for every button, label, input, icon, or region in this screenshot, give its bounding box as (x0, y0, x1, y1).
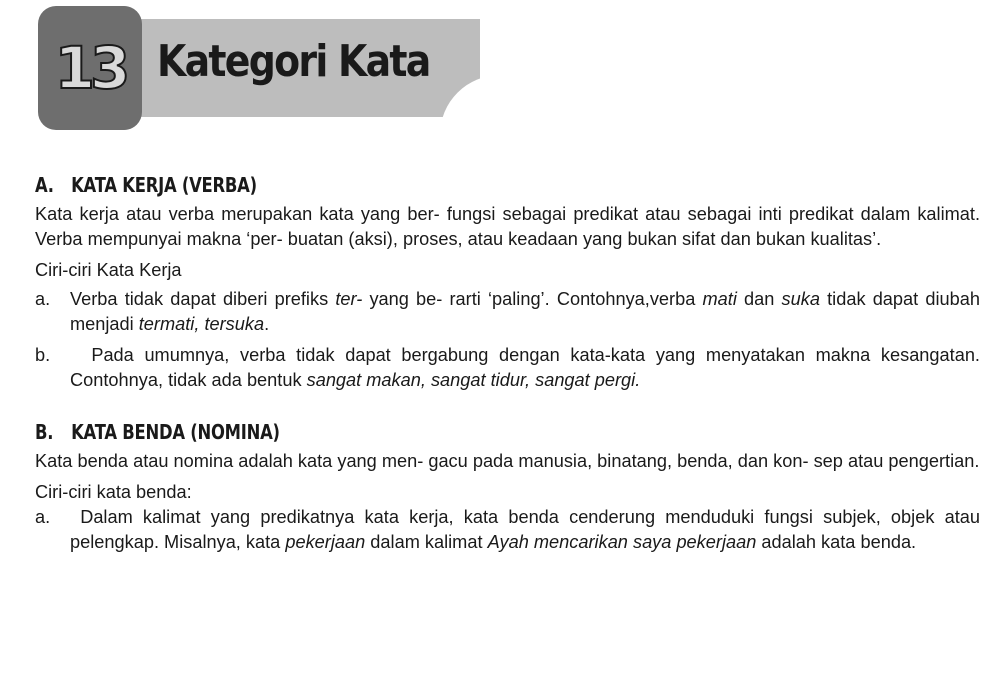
chapter-number: 13 (54, 34, 126, 102)
section-intro: Kata benda atau nomina adalah kata yang men- gacu pada manusia, binatang, benda, dan kon- sep atau pengertian. (35, 451, 980, 471)
list-item (35, 505, 980, 555)
list-item (35, 287, 980, 337)
page-content (35, 168, 980, 561)
feature-list (35, 287, 980, 393)
section-heading (35, 168, 810, 202)
section-title: KATA BENDA (NOMINA) (71, 420, 280, 444)
section-intro: Kata kerja atau verba merupakan kata yang ber- fungsi sebagai predikat atau sebagai inti predikat dalam kalimat. Verba mempunyai makna ‘per- buatan (aksi), proses, atau keadaan yang bukan sifat dan bukan kualitas’. (35, 204, 980, 249)
list-item (35, 343, 980, 393)
feature-list (35, 505, 980, 555)
section-verba (35, 168, 980, 393)
list-text: Pada umumnya, verba tidak dapat bergabung dengan kata-kata yang menyatakan makna kesangatan. Contohnya, tidak ada bentuk sangat makan, sangat tidur, sangat pergi. (70, 345, 980, 390)
list-title: Ciri-ciri Kata Kerja (35, 260, 182, 280)
section-letter: A. (35, 173, 54, 197)
section-title: KATA KERJA (VERBA) (71, 173, 257, 197)
list-marker: a. (35, 289, 51, 309)
list-marker: a. (35, 507, 51, 527)
list-text: Verba tidak dapat diberi prefiks ter- yang be- rarti ‘paling’. Contohnya,verba mati dan suka tidak dapat diubah menjadi termati, tersuka. (70, 289, 980, 334)
list-marker: b. (35, 345, 51, 365)
section-heading (35, 415, 810, 449)
list-title: Ciri-ciri kata benda: (35, 482, 192, 502)
list-text: Dalam kalimat yang predikatnya kata kerja, kata benda cenderung menduduki fungsi subjek, objek atau pelengkap. Misalnya, kata pekerjaan dalam kalimat Ayah mencarikan saya pekerjaan adalah kata benda. (70, 507, 980, 552)
section-nomina (35, 415, 980, 555)
chapter-header (0, 0, 1006, 140)
chapter-number-box (38, 6, 142, 130)
section-letter: B. (35, 420, 54, 444)
chapter-title: Kategori Kata (157, 36, 430, 87)
